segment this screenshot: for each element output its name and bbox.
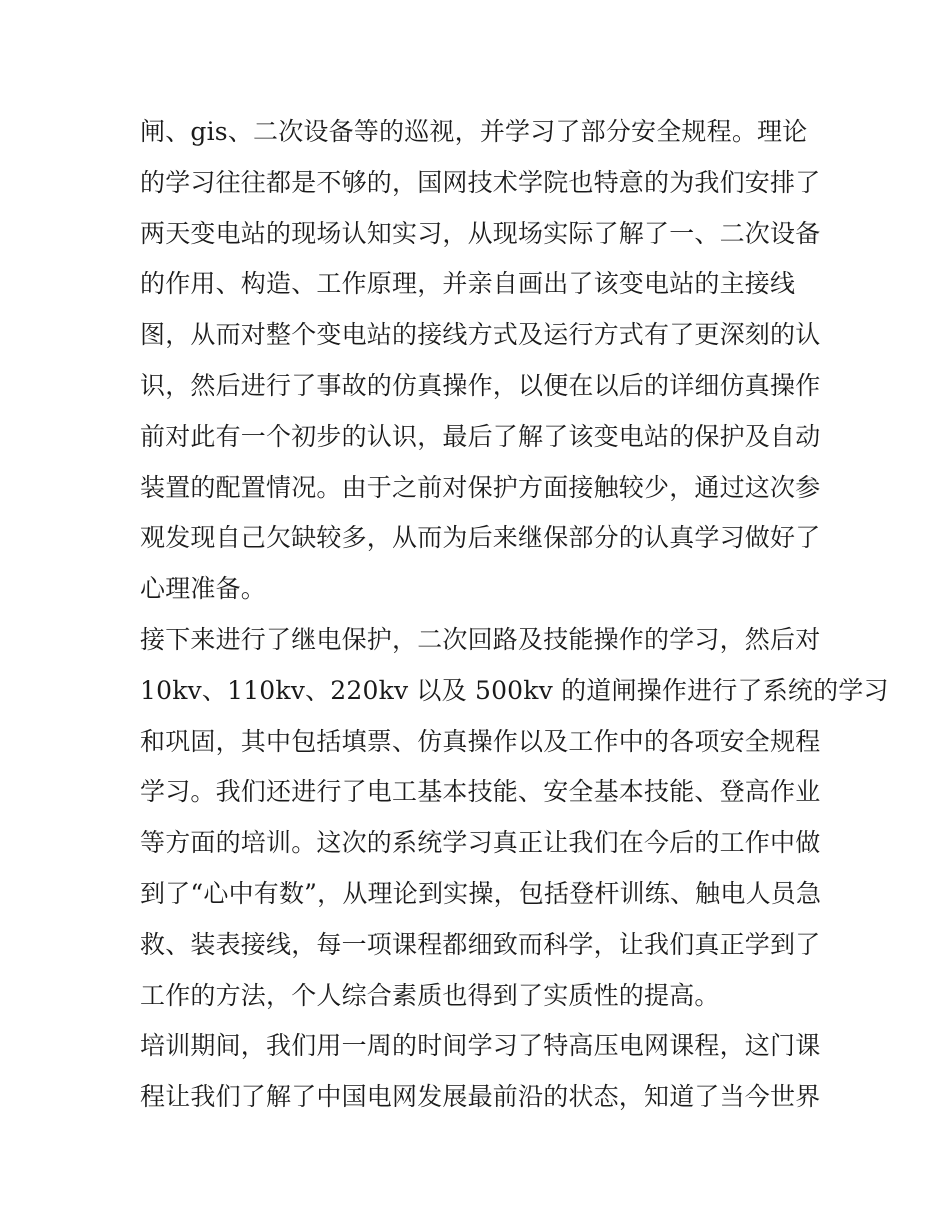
text-line: 学习。我们还进行了电工基本技能、安全基本技能、登高作业	[140, 777, 821, 807]
text-line: 的学习往往都是不够的，国网技术学院也特意的为我们安排了	[140, 167, 821, 197]
text-line: 到了“心中有数”，从理论到实操，包括登杆训练、触电人员急	[140, 878, 822, 908]
paragraph-1	[140, 107, 820, 615]
text-line: 的作用、构造、工作原理，并亲自画出了该变电站的主接线	[140, 269, 796, 299]
text-line: 10kv、110kv、220kv 以及 500kv 的道闸操作进行了系统的学习	[140, 675, 889, 705]
text-line: 接下来进行了继电保护，二次回路及技能操作的学习，然后对	[140, 624, 821, 654]
text-line: 培训期间，我们用一周的时间学习了特高压电网课程，这门课	[140, 1031, 821, 1061]
text-line: 闸、gis、二次设备等的巡视，并学习了部分安全规程。理论	[140, 117, 808, 146]
text-line: 装置的配置情况。由于之前对保护方面接触较少，通过这次参	[140, 472, 821, 502]
paragraph-3	[140, 1021, 820, 1123]
text-line: 和巩固，其中包括填票、仿真操作以及工作中的各项安全规程	[140, 726, 821, 756]
text-line: 等方面的培训。这次的系统学习真正让我们在今后的工作中做	[140, 828, 821, 858]
text-line: 两天变电站的现场认知实习，从现场实际了解了一、二次设备	[140, 218, 821, 248]
text-line: 观发现自己欠缺较多，从而为后来继保部分的认真学习做好了	[140, 523, 821, 553]
text-line: 图，从而对整个变电站的接线方式及运行方式有了更深刻的认	[140, 320, 821, 350]
text-line: 心理准备。	[140, 574, 267, 604]
text-line: 工作的方法，个人综合素质也得到了实质性的提高。	[140, 980, 720, 1010]
text-line: 程让我们了解了中国电网发展最前沿的状态，知道了当今世界	[140, 1082, 821, 1112]
paragraph-2	[140, 615, 889, 1021]
document-body	[140, 107, 889, 1123]
text-line: 前对此有一个初步的认识，最后了解了该变电站的保护及自动	[140, 421, 821, 451]
text-line: 识，然后进行了事故的仿真操作，以便在以后的详细仿真操作	[140, 370, 821, 400]
text-line: 救、装表接线，每一项课程都细致而科学，让我们真正学到了	[140, 929, 821, 959]
